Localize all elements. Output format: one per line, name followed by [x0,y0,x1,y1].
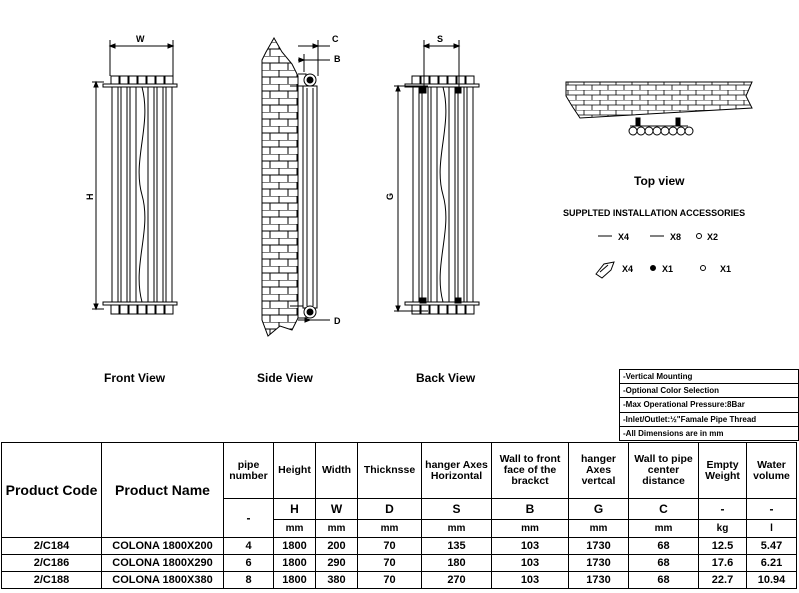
dim-s-label: S [437,34,444,44]
back-view-label: Back View [416,371,476,385]
washer-icon [701,266,706,271]
cell-height: 1800 [274,572,316,589]
cell-hanger-v: 1730 [569,538,629,555]
unit-cell: kg [699,520,747,538]
note-line: -Inlet/Outlet:½"Famale Pipe Thread [620,413,798,427]
cell-height: 1800 [274,538,316,555]
cell-weight: 22.7 [699,572,747,589]
cell-wall-front: 103 [492,538,569,555]
cell-wall-pipe: 68 [629,538,699,555]
header-row [2,443,797,499]
cell-height: 1800 [274,555,316,572]
cell-pipes: 6 [224,555,274,572]
accessories [563,208,745,278]
dim-b-label: B [334,54,341,64]
cell-hanger-h: 135 [422,538,492,555]
cell-hanger-v: 1730 [569,555,629,572]
header-product-name: Product Name [102,443,224,538]
cell-volume: 10.94 [747,572,797,589]
header-pipe-number: pipe number [224,443,274,499]
ring-icon [697,234,702,239]
header-product-code: Product Code [2,443,102,538]
back-view [385,34,479,385]
dim-c-label: C [332,34,339,44]
accessory-qty-wall-plug: X4 [622,264,634,274]
cell-weight: 12.5 [699,538,747,555]
unit-cell: mm [629,520,699,538]
cell-name: COLONA 1800X200 [102,538,224,555]
cell-code: 2/C184 [2,538,102,555]
dim-d-label: D [334,316,341,326]
cell-weight: 17.6 [699,555,747,572]
symbol-cell: W [316,499,358,520]
cell-hanger-h: 180 [422,555,492,572]
symbol-cell: - [224,499,274,538]
symbol-cell: B [492,499,569,520]
spec-table [1,442,797,589]
symbol-cell: C [629,499,699,520]
note-line: -Optional Color Selection [620,384,798,398]
cell-hanger-h: 270 [422,572,492,589]
plug-icon [651,266,656,271]
header-hanger-horizontal: hanger Axes Horizontal [422,443,492,499]
accessory-qty-plug: X1 [662,264,674,274]
accessory-qty-ring: X2 [707,232,719,242]
cell-width: 380 [316,572,358,589]
accessories-title: SUPPLTED INSTALLATION ACCESSORIES [563,208,746,218]
header-wall-front: Wall to front face of the brackct [492,443,569,499]
dim-w-label: W [136,34,145,44]
cell-thickness: 70 [358,555,422,572]
header-water-volume: Water volume [747,443,797,499]
cell-name: COLONA 1800X290 [102,555,224,572]
symbol-cell: S [422,499,492,520]
symbol-cell: H [274,499,316,520]
dim-h-label: H [85,193,95,200]
cell-volume: 6.21 [747,555,797,572]
cell-pipes: 4 [224,538,274,555]
cell-code: 2/C188 [2,572,102,589]
symbol-cell: D [358,499,422,520]
note-line: -Vertical Mounting [620,370,798,384]
accessory-qty-washer: X1 [720,264,732,274]
symbol-cell: - [699,499,747,520]
unit-cell: mm [274,520,316,538]
header-empty-weight: Empty Weight [699,443,747,499]
cell-thickness: 70 [358,538,422,555]
table-row [2,555,797,572]
header-thickness: Thicknsse [358,443,422,499]
cell-code: 2/C186 [2,555,102,572]
cell-thickness: 70 [358,572,422,589]
notes-box [619,369,799,441]
unit-cell: mm [358,520,422,538]
top-view [566,82,752,188]
cell-width: 290 [316,555,358,572]
cell-wall-front: 103 [492,555,569,572]
header-height: Height [274,443,316,499]
front-view [85,34,177,385]
accessory-qty-rod: X8 [670,232,682,242]
cell-volume: 5.47 [747,538,797,555]
side-view [257,34,341,385]
accessory-qty-screw: X4 [618,232,630,242]
table-row [2,538,797,555]
table-row [2,572,797,589]
unit-cell: l [747,520,797,538]
note-line: -Max Operational Pressure:8Bar [620,398,798,412]
header-hanger-vertical: hanger Axes vertcal [569,443,629,499]
symbol-cell: - [747,499,797,520]
cell-width: 200 [316,538,358,555]
cell-wall-pipe: 68 [629,572,699,589]
unit-cell: mm [569,520,629,538]
unit-cell: mm [316,520,358,538]
header-width: Width [316,443,358,499]
cell-pipes: 8 [224,572,274,589]
wall-plug-icon [596,262,614,278]
side-view-label: Side View [257,371,313,385]
front-view-label: Front View [104,371,166,385]
cell-wall-front: 103 [492,572,569,589]
cell-wall-pipe: 68 [629,555,699,572]
unit-cell: mm [422,520,492,538]
symbol-cell: G [569,499,629,520]
header-wall-pipe: Wall to pipe center distance [629,443,699,499]
unit-cell: mm [492,520,569,538]
top-view-label: Top view [634,174,685,188]
cell-name: COLONA 1800X380 [102,572,224,589]
note-line: -All Dimensions are in mm [623,428,724,438]
dim-g-label: G [385,192,395,200]
cell-hanger-v: 1730 [569,572,629,589]
